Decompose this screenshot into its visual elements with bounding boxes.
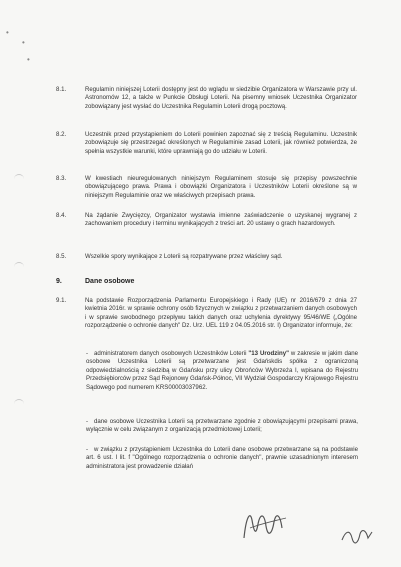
section-number: 8.3. <box>56 175 67 182</box>
sub-text: w zakresie w jakim dane osobowe Uczestnika Loterii są przetwarzane jest Gdańskdis spółka z ograniczoną odpowiedzialnością z siedzibą w Gdańsku przy ulicy Obrońców Wybrzeża I, wpisana do Rejestru Przedsiębiorców przez Sąd Rejonowy Gdańsk-Północ, VII Wydział Gospodarczy Krajowego Rejestru Sądowego pod numerem KRS00003037962. <box>86 350 358 391</box>
section-text: Uczestnik przed przystąpieniem do Loterii powinien zapoznać się z treścią Regulaminu. Uczestnik zobowiązuje się przestrzegać określonych w Regulaminie zasad Loterii, jak również potwierdza, że spełnia wszystkie warunki, które uprawniają go do udziału w Loterii. <box>85 131 357 155</box>
section-number: 8.2. <box>56 131 67 138</box>
section-number: 8.1. <box>56 86 67 93</box>
signature-2 <box>338 520 378 550</box>
punch-mark <box>14 399 24 406</box>
scan-dot: • <box>27 55 30 64</box>
sub-text: administratorem danych osobowych Uczestników Loterii <box>94 350 249 357</box>
dash-bullet: - <box>86 350 89 357</box>
section-text: Na żądanie Zwycięzcy, Organizator wystawia imienne zaświadczenie o uzyskanej wygranej z zachowaniem procedury i terminu wynikających z treści art. 20 ustawy o grach hazardowych. <box>85 212 357 228</box>
lottery-name: "13 Urodziny" <box>248 350 289 357</box>
section-text: Regulamin niniejszej Loterii dostępny jest do wglądu w siedzibie Organizatora w Warszawie przy ul. Astronomów 12, a także w Punkcie Obsługi Loterii. Na pisemny wniosek Uczestnika Organizator zobowiązany jest wysłać do Uczestnika Regulamin Loterii drogą pocztową. <box>85 86 357 110</box>
section-text: W kwestiach nieuregulowanych niniejszym Regulaminem stosuje się przepisy powszechnie obowiązującego prawa. Prawa i obowiązki Organizatora i Uczestników Loterii określone są w niniejszym Regulaminie oraz we właściwych przepisach prawa. <box>85 175 357 199</box>
scan-dot: • <box>6 28 9 37</box>
section-text: Wszelkie spory wynikające z Loterii są rozpatrywane przez właściwy sąd. <box>85 253 283 260</box>
sub-text: w związku z przystąpieniem Uczestnika do Loterii dane osobowe przetwarzane są na podstawie art. 6 ust. I lit. f "Ogólnego rozporządzenia o ochronie danych", prawnie uzasadnionym interesem administratora jest prowadzenie działań <box>86 446 358 470</box>
dash-bullet: - <box>86 418 89 425</box>
sub-item-processing <box>86 418 358 435</box>
punch-mark <box>14 262 24 269</box>
sub-text: dane osobowe Uczestnika Loterii są przetwarzane zgodnie z obowiązującymi przepisami prawa, wyłącznie w celu związanym z organizacją przedmiotowej Loterii; <box>86 418 358 434</box>
section-number: 9.1. <box>56 297 67 304</box>
dash-bullet: - <box>86 446 89 453</box>
heading-title: Dane osobowe <box>85 278 135 285</box>
sub-item-administrator <box>86 350 358 392</box>
heading-number: 9. <box>56 278 62 285</box>
scan-dot: • <box>22 38 25 47</box>
signature-1 <box>236 498 296 548</box>
section-number: 8.5. <box>56 253 67 260</box>
section-number: 8.4. <box>56 212 67 219</box>
sub-item-legal-basis <box>86 446 358 471</box>
punch-mark <box>14 174 24 181</box>
section-text: Na podstawie Rozporządzenia Parlamentu Europejskiego i Rady (UE) nr 2016/679 z dnia 27 kwietnia 2016r. w sprawie ochrony osób fizycznych w związku z przetwarzaniem danych osobowych i w sprawie swobodnego przepływu takich danych oraz uchylenia dyrektywy 95/46/WE („Ogólne rozporządzenie o ochronie danych" Dz. Urz. UEL 119 z 04.05.2016 str. I) Organizator informuje, że: <box>85 297 357 330</box>
